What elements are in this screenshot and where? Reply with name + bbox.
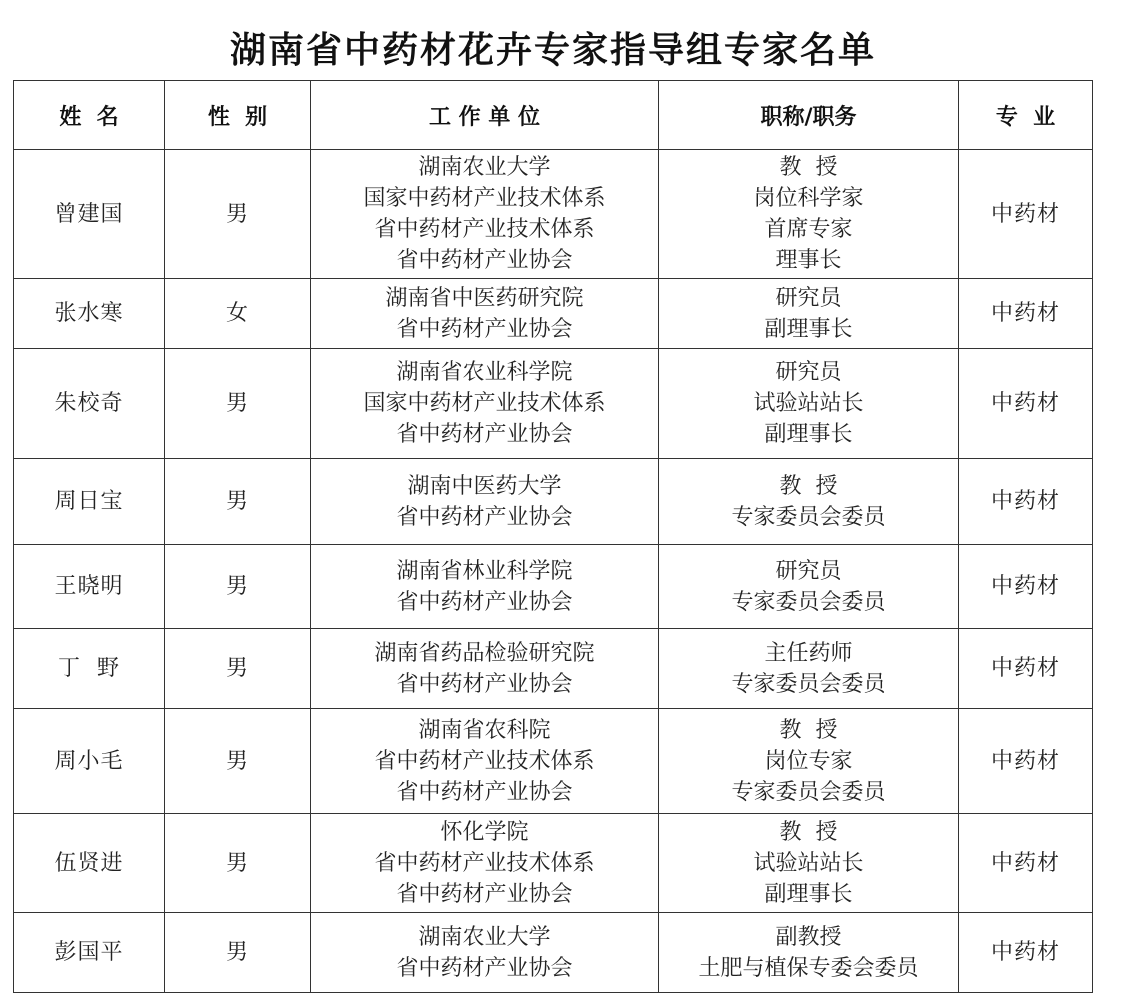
cell-major <box>959 279 1093 349</box>
header-work-unit: 工 作 单 位 <box>311 81 659 150</box>
work-unit-line: 湖南农业大学 <box>418 155 551 180</box>
title-position-line: 专家委员会委员 <box>731 589 886 615</box>
work-unit-line: 省中药材产业协会 <box>396 248 573 273</box>
cell-name <box>14 814 165 913</box>
cell-titles <box>659 545 959 629</box>
title-position-line: 岗位科学家 <box>753 186 864 211</box>
expert-major: 中药材 <box>990 489 1060 514</box>
title-position-line: 副理事长 <box>764 422 853 447</box>
title-position-line: 土肥与植保专委会委员 <box>698 955 919 981</box>
cell-work-units <box>311 629 659 709</box>
cell-major <box>959 459 1093 545</box>
table-row <box>14 150 1093 279</box>
page-title: 湖南省中药材花卉专家指导组专家名单 <box>229 30 876 71</box>
title-position-line: 教 授 <box>779 473 838 499</box>
title-position-line: 研究员 <box>775 285 842 311</box>
title-position-line: 试验站站长 <box>753 391 864 416</box>
header-title-position: 职称/职务 <box>659 81 959 150</box>
expert-gender: 男 <box>225 201 249 227</box>
work-unit-line: 省中药材产业协会 <box>396 504 573 530</box>
work-unit-line: 湖南省中医药研究院 <box>385 285 584 311</box>
cell-gender <box>165 459 311 545</box>
header-gender: 性 别 <box>165 81 311 150</box>
table-row <box>14 279 1093 349</box>
cell-titles <box>659 459 959 545</box>
expert-table <box>13 80 1093 993</box>
cell-work-units <box>311 709 659 814</box>
table-row <box>14 629 1093 709</box>
expert-gender: 男 <box>225 748 249 774</box>
expert-gender: 男 <box>225 574 249 599</box>
title-position-line: 专家委员会委员 <box>731 779 886 805</box>
expert-major: 中药材 <box>990 850 1060 876</box>
cell-gender <box>165 279 311 349</box>
work-unit-line: 省中药材产业协会 <box>396 955 573 981</box>
cell-work-units <box>311 150 659 279</box>
work-unit-line: 国家中药材产业技术体系 <box>363 391 606 416</box>
cell-titles <box>659 150 959 279</box>
cell-gender <box>165 349 311 459</box>
table-body <box>14 150 1093 993</box>
expert-major: 中药材 <box>990 574 1060 599</box>
title-position-line: 教 授 <box>779 155 838 180</box>
work-unit-line: 省中药材产业技术体系 <box>374 217 595 242</box>
cell-name <box>14 279 165 349</box>
expert-gender: 男 <box>225 489 249 514</box>
cell-titles <box>659 814 959 913</box>
cell-major <box>959 150 1093 279</box>
work-unit-line: 湖南省林业科学院 <box>396 558 573 584</box>
work-unit-line: 省中药材产业协会 <box>396 779 573 805</box>
expert-major: 中药材 <box>990 748 1060 774</box>
title-position-line: 教 授 <box>779 819 838 845</box>
work-unit-line: 怀化学院 <box>440 819 529 845</box>
cell-titles <box>659 629 959 709</box>
expert-name: 曾建国 <box>54 201 124 227</box>
title-position-line: 理事长 <box>775 248 842 273</box>
title-position-line: 研究员 <box>775 360 842 385</box>
table-row <box>14 709 1093 814</box>
work-unit-line: 省中药材产业协会 <box>396 589 573 615</box>
title-position-line: 试验站站长 <box>753 850 864 876</box>
expert-major: 中药材 <box>990 656 1060 681</box>
header-major: 专 业 <box>959 81 1093 150</box>
work-unit-line: 国家中药材产业技术体系 <box>363 186 606 211</box>
table-row <box>14 814 1093 913</box>
work-unit-line: 省中药材产业协会 <box>396 422 573 447</box>
cell-work-units <box>311 814 659 913</box>
cell-titles <box>659 349 959 459</box>
cell-major <box>959 545 1093 629</box>
cell-gender <box>165 709 311 814</box>
expert-name: 朱校奇 <box>54 391 124 416</box>
expert-name: 周小毛 <box>54 748 124 774</box>
title-position-line: 研究员 <box>775 558 842 584</box>
cell-work-units <box>311 349 659 459</box>
expert-major: 中药材 <box>990 201 1060 227</box>
cell-work-units <box>311 279 659 349</box>
work-unit-line: 省中药材产业协会 <box>396 881 573 907</box>
work-unit-line: 省中药材产业技术体系 <box>374 850 595 876</box>
cell-name <box>14 150 165 279</box>
expert-gender: 男 <box>225 850 249 876</box>
cell-major <box>959 709 1093 814</box>
title-position-line: 副理事长 <box>764 881 853 907</box>
cell-name <box>14 545 165 629</box>
expert-name: 王晓明 <box>54 574 124 599</box>
expert-major: 中药材 <box>990 940 1060 965</box>
cell-name <box>14 629 165 709</box>
table-row <box>14 349 1093 459</box>
title-position-line: 专家委员会委员 <box>731 504 886 530</box>
cell-titles <box>659 709 959 814</box>
header-name: 姓 名 <box>14 81 165 150</box>
title-position-line: 岗位专家 <box>764 748 853 774</box>
cell-work-units <box>311 459 659 545</box>
cell-gender <box>165 814 311 913</box>
title-position-line: 副理事长 <box>764 316 853 342</box>
work-unit-line: 湖南中医药大学 <box>407 473 562 499</box>
cell-work-units <box>311 913 659 993</box>
work-unit-line: 湖南省农科院 <box>418 717 551 743</box>
expert-gender: 男 <box>225 391 249 416</box>
table-row <box>14 545 1093 629</box>
expert-name: 丁 野 <box>58 656 120 681</box>
cell-major <box>959 814 1093 913</box>
expert-name: 周日宝 <box>54 489 124 514</box>
expert-gender: 男 <box>225 940 249 965</box>
title-position-line: 专家委员会委员 <box>731 671 886 697</box>
cell-name <box>14 709 165 814</box>
cell-major <box>959 629 1093 709</box>
cell-name <box>14 349 165 459</box>
title-position-line: 副教授 <box>775 924 842 950</box>
cell-titles <box>659 913 959 993</box>
work-unit-line: 湖南省药品检验研究院 <box>374 640 595 666</box>
cell-gender <box>165 913 311 993</box>
cell-major <box>959 913 1093 993</box>
cell-gender <box>165 150 311 279</box>
title-position-line: 主任药师 <box>764 640 853 666</box>
work-unit-line: 湖南农业大学 <box>418 924 551 950</box>
work-unit-line: 湖南省农业科学院 <box>396 360 573 385</box>
work-unit-line: 省中药材产业技术体系 <box>374 748 595 774</box>
cell-titles <box>659 279 959 349</box>
cell-gender <box>165 545 311 629</box>
expert-major: 中药材 <box>990 301 1060 326</box>
table-header-row <box>14 81 1093 150</box>
title-position-line: 教 授 <box>779 717 838 743</box>
table-row <box>14 459 1093 545</box>
table-row <box>14 913 1093 993</box>
expert-gender: 男 <box>225 656 249 681</box>
expert-name: 彭国平 <box>54 940 124 965</box>
cell-major <box>959 349 1093 459</box>
work-unit-line: 省中药材产业协会 <box>396 671 573 697</box>
expert-name: 张水寒 <box>54 301 124 326</box>
cell-work-units <box>311 545 659 629</box>
cell-name <box>14 913 165 993</box>
expert-gender: 女 <box>225 301 249 326</box>
title-position-line: 首席专家 <box>764 217 853 242</box>
cell-name <box>14 459 165 545</box>
work-unit-line: 省中药材产业协会 <box>396 316 573 342</box>
expert-major: 中药材 <box>990 391 1060 416</box>
cell-gender <box>165 629 311 709</box>
expert-name: 伍贤进 <box>54 850 124 876</box>
